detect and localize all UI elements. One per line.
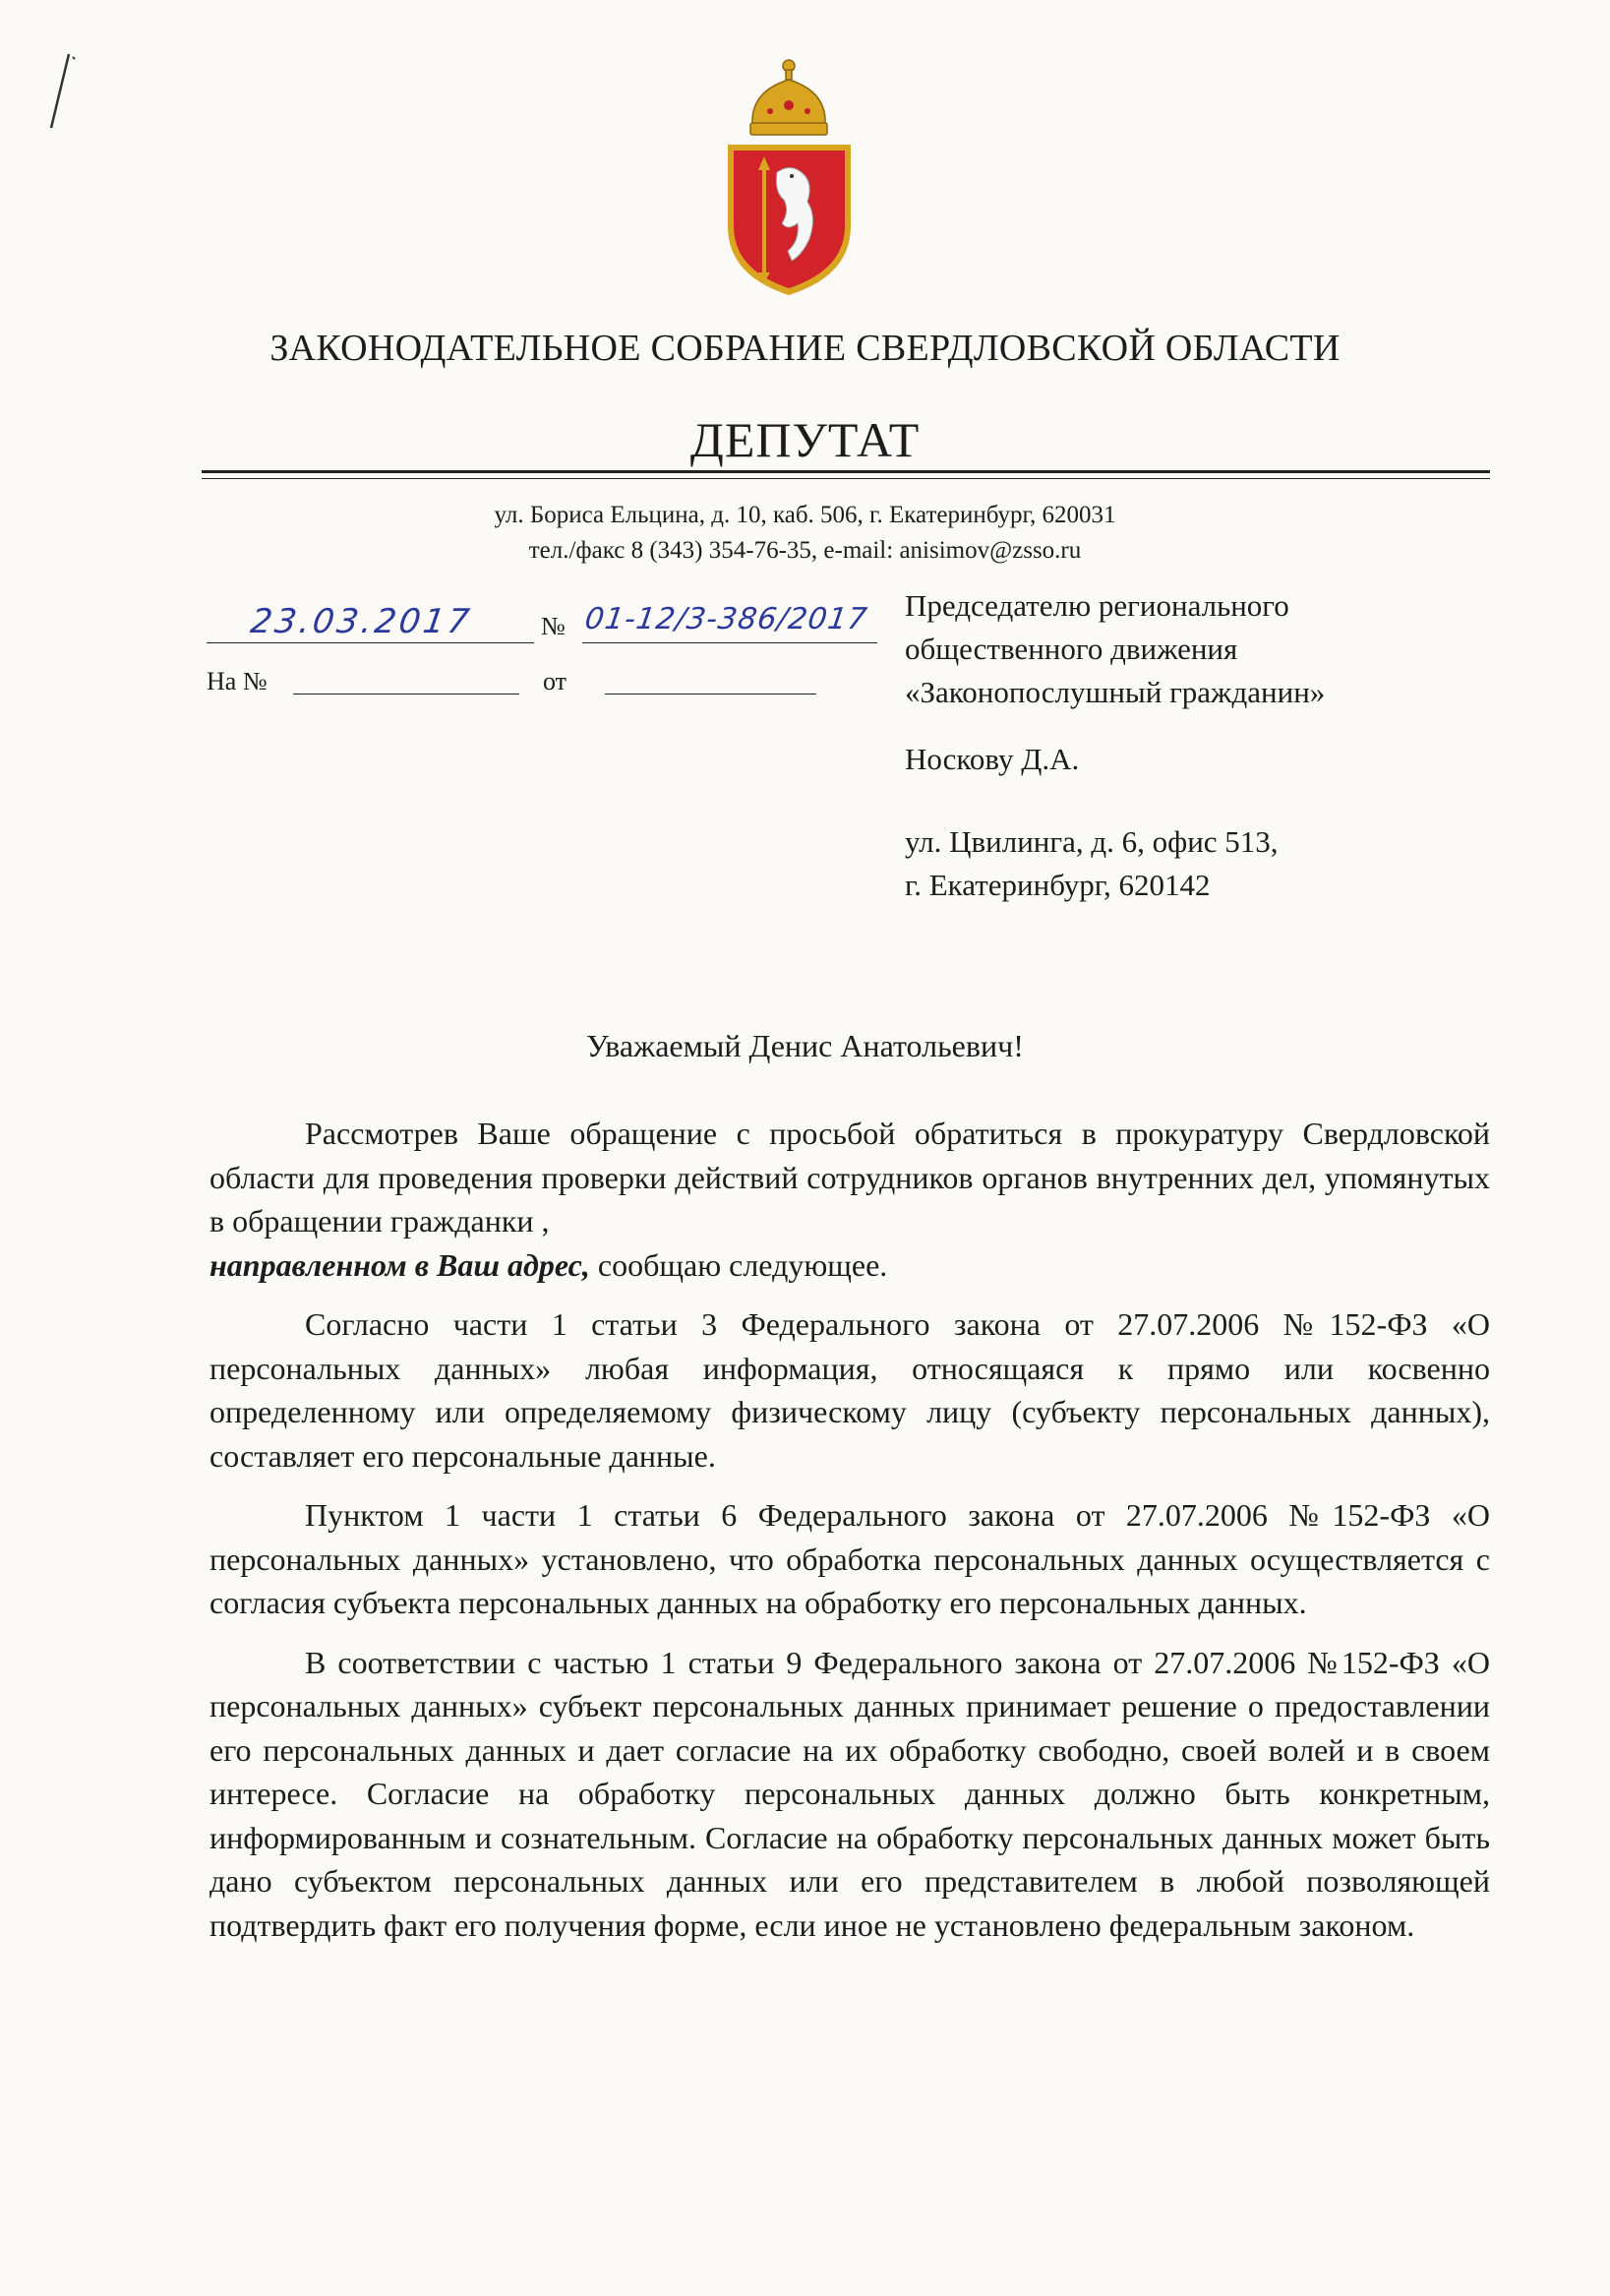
sender-contacts: тел./факс 8 (343) 354-76-35, e-mail: anisimov@zsso.ru (528, 537, 1082, 564)
handwritten-number: 01-12/3-386/2017 (582, 602, 870, 636)
header-rule-thick (202, 470, 1490, 473)
emphasis-text: направленном в Ваш адрес, (209, 1246, 590, 1283)
addressee-block (905, 584, 1495, 907)
date-line (207, 642, 534, 643)
sender-address: ул. Бориса Ельцина, д. 10, каб. 506, г. Екатеринбург, 620031 (494, 502, 1116, 528)
salutation: Уважаемый Денис Анатольевич! (586, 1028, 1024, 1063)
addressee-line: общественного движения (905, 632, 1238, 666)
addressee-city: г. Екатеринбург, 620142 (905, 868, 1211, 902)
document-title: ДЕПУТАТ (689, 412, 921, 467)
handwritten-date: 23.03.2017 (248, 602, 475, 641)
addressee-line: «Законопослушный гражданин» (905, 675, 1326, 709)
in-reply-line (293, 694, 519, 695)
addressee-line: Председателю регионального (905, 588, 1289, 623)
organization-name: ЗАКОНОДАТЕЛЬНОЕ СОБРАНИЕ СВЕРДЛОВСКОЙ ОБЛАСТИ (269, 328, 1341, 369)
paragraph: Пунктом 1 части 1 статьи 6 Федерального закона от 27.07.2006 №152-ФЗ «О персональных данных» установлено, что обработка персональных данных осуществляется с согласия субъекта персональных данных на обработку его персональных данных. (209, 1497, 1490, 1620)
in-reply-label: На № (207, 667, 268, 695)
from-label: от (543, 667, 567, 695)
paragraph: В соответствии с частью 1 статьи 9 Федерального закона от 27.07.2006 №152-ФЗ «О персональных данных» субъект персональных данных принимает решение о предоставлении его персональных данных и дает согласие на их обработку свободно, своей волей и в своем интересе. Согласие на обработку персональных данных должно быть конкретным, информированным и сознательным. Согласие на обработку персональных данных может быть дано субъектом персональных данных или его представителем в любой позволяющей подтвердить факт его получения форме, если иное не установлено федеральным законом. (209, 1644, 1490, 1943)
pen-mark-icon (39, 49, 79, 138)
paragraph: Рассмотрев Ваше обращение с просьбой обратиться в прокуратуру Свердловской области для проведения проверки действий сотрудников органов внутренних дел, упомянутых в обращении гражданки , направленном в Ваш адрес, сообщаю следующее. (209, 1116, 1490, 1283)
header-rule-thin (202, 478, 1490, 479)
paragraph: Согласно части 1 статьи 3 Федерального закона от 27.07.2006 №152-ФЗ «О персональных данных» любая информация, относящаяся к прямо или косвенно определенному или определяемому физическому лицу (субъекту персональных данных), составляет его персональные данные. (209, 1306, 1490, 1474)
letter-body (209, 1112, 1490, 1963)
number-line (582, 642, 877, 643)
addressee-street: ул. Цвилинга, д. 6, офис 513, (905, 824, 1279, 859)
from-line (605, 694, 816, 695)
coat-of-arms-icon (723, 54, 856, 300)
addressee-name: Носкову Д.А. (905, 742, 1080, 776)
number-label: № (541, 612, 566, 640)
